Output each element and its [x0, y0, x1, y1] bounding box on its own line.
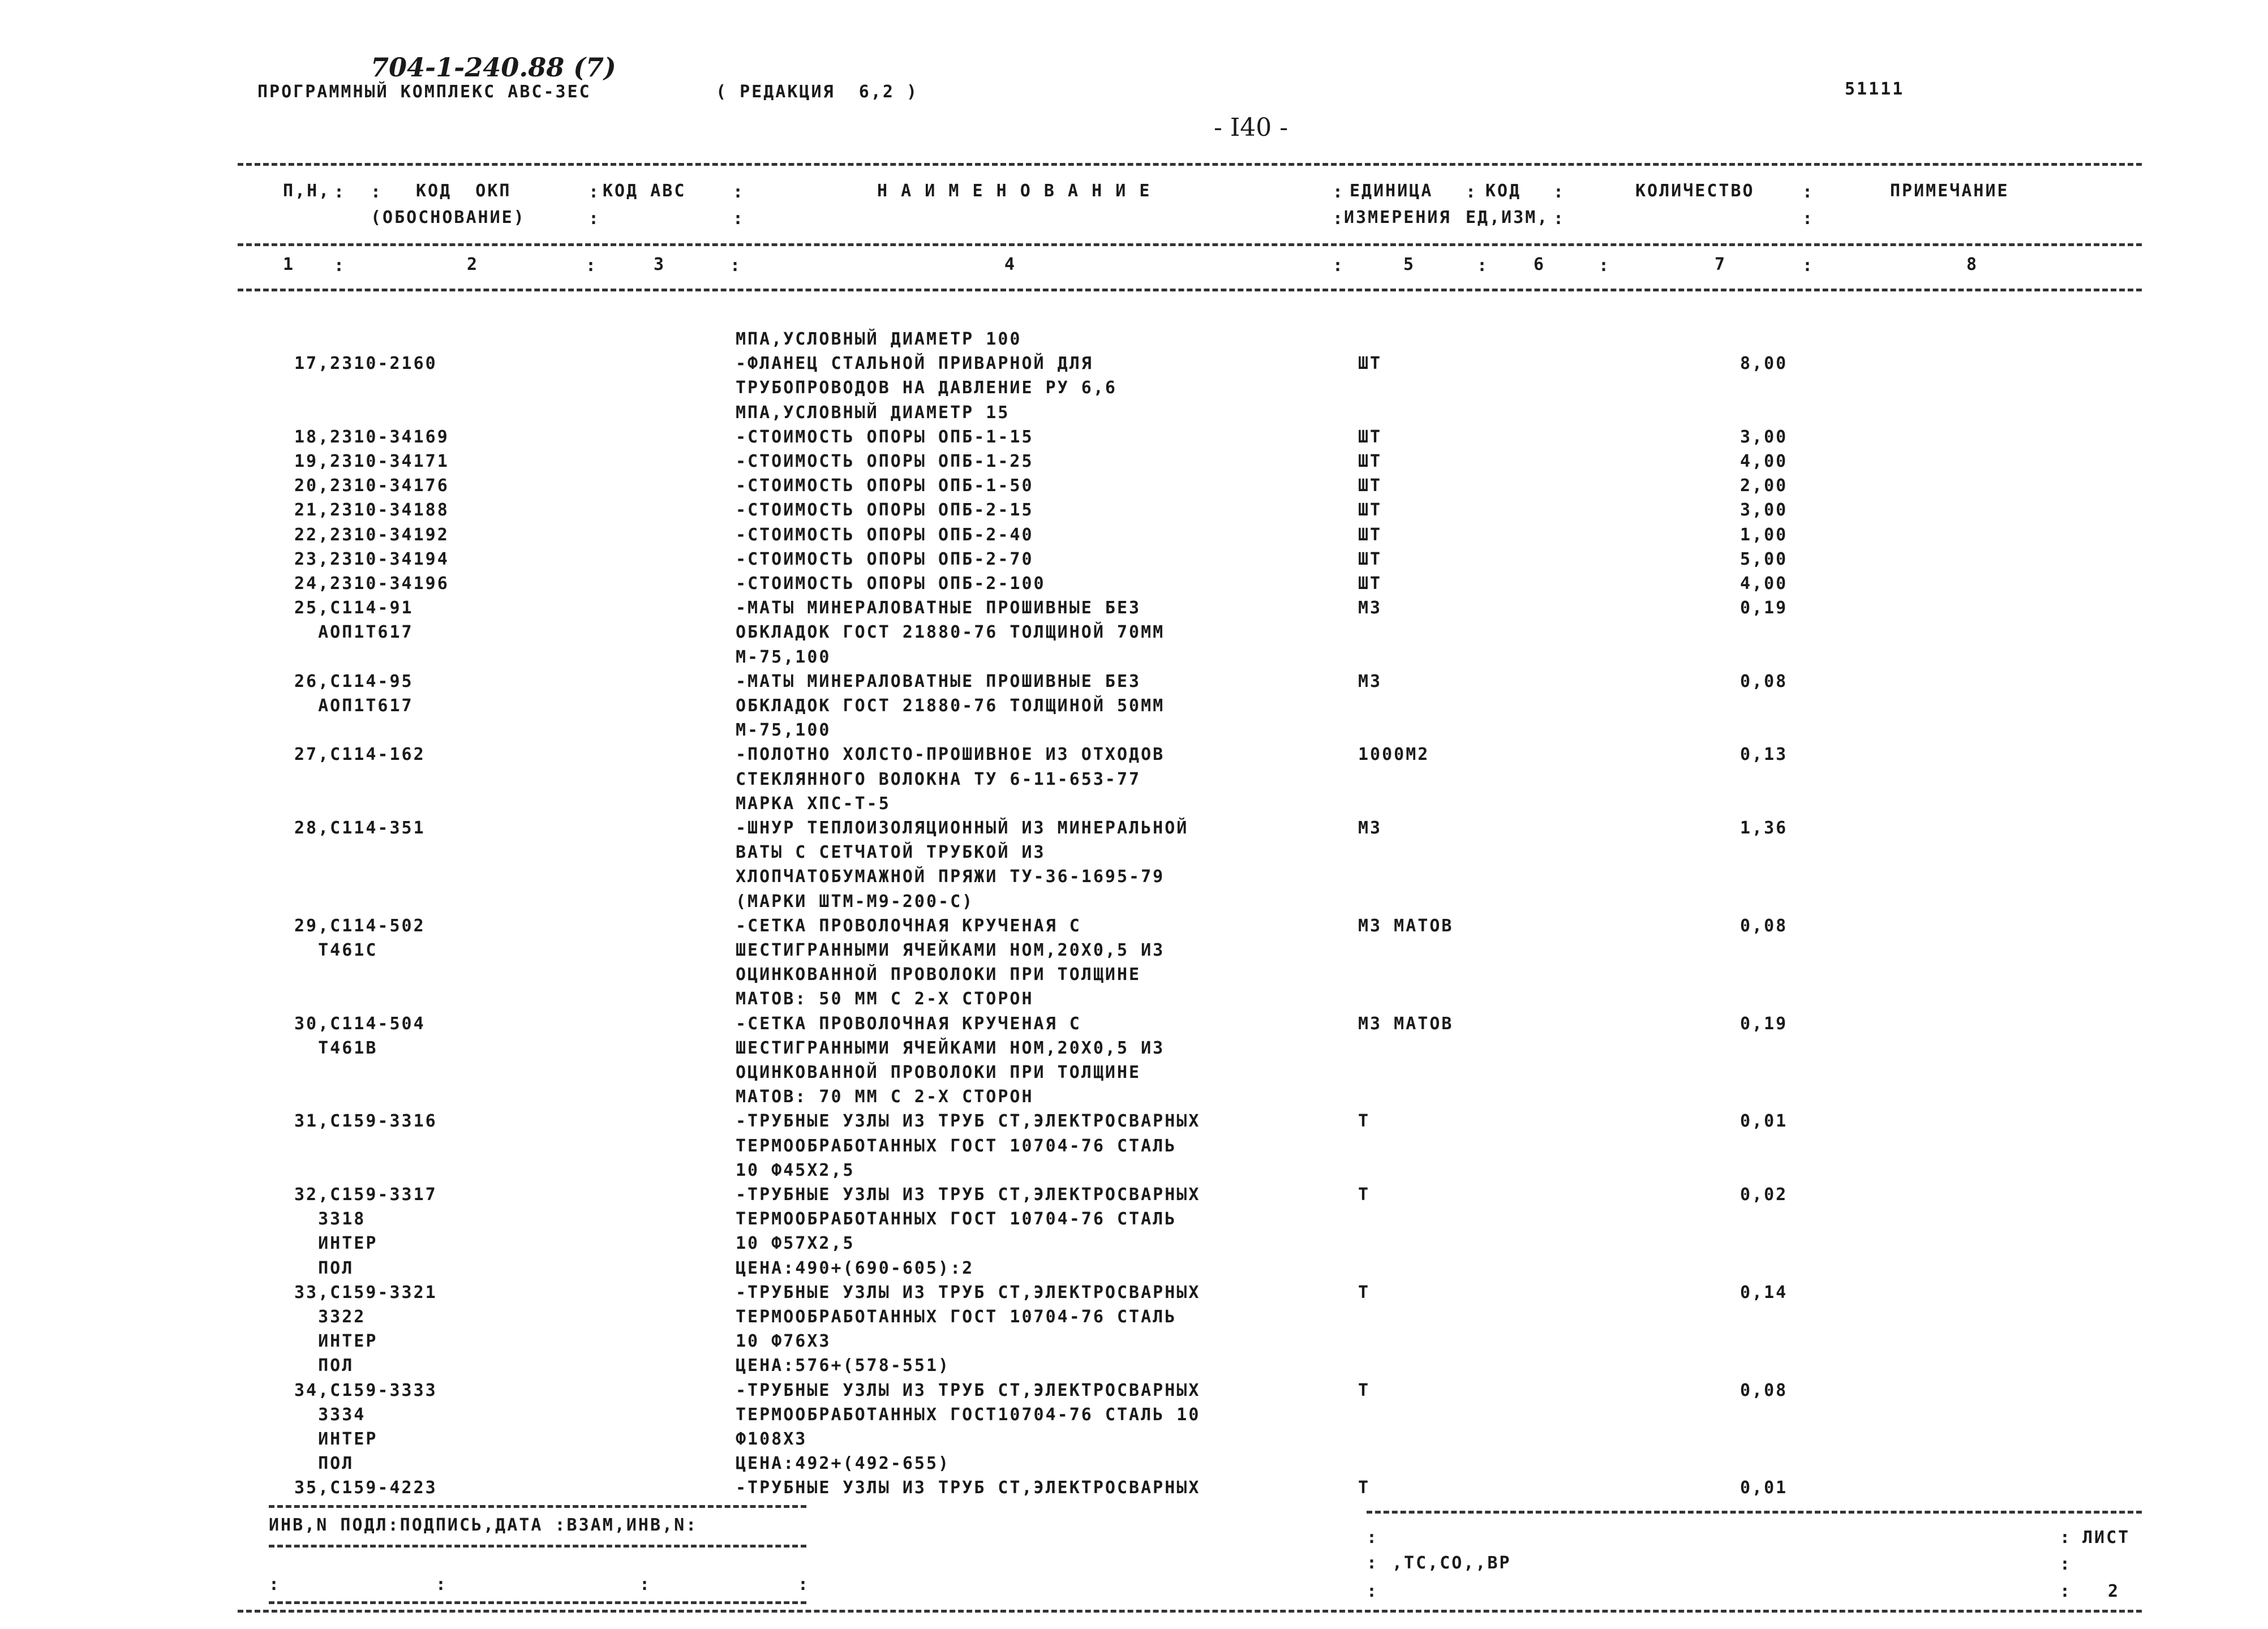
row-qty: 4,00 [1740, 574, 1788, 594]
row-name: -ФЛАНЕЦ СТАЛЬНОЙ ПРИВАРНОЙ ДЛЯ [736, 354, 1093, 374]
row-name: -ТРУБНЫЕ УЗЛЫ ИЗ ТРУБ СТ,ЭЛЕКТРОСВАРНЫХ [736, 1185, 1201, 1205]
row-code: 3334 [294, 1404, 366, 1425]
row-unit: Т [1358, 1111, 1371, 1132]
row-qty: 1,36 [1740, 818, 1788, 838]
row-name: МАТОВ: 70 ММ С 2-Х СТОРОН [736, 1087, 1034, 1107]
row-qty: 0,19 [1740, 1013, 1788, 1034]
row-code: 3318 [294, 1209, 366, 1230]
row-name: -ПОЛОТНО ХОЛСТО-ПРОШИВНОЕ ИЗ ОТХОДОВ [736, 745, 1165, 765]
row-qty: 0,19 [1740, 598, 1788, 618]
row-name: М-75,100 [736, 720, 831, 741]
row-code: АОП1Т617 [294, 696, 414, 716]
row-name: -МАТЫ МИНЕРАЛОВАТНЫЕ ПРОШИВНЫЕ БЕЗ [736, 671, 1141, 691]
col-header-pn: П,Н, [283, 181, 331, 201]
row-name: -СТОИМОСТЬ ОПОРЫ ОПБ-2-70 [736, 549, 1034, 569]
row-qty: 8,00 [1740, 354, 1788, 374]
row-name: ШЕСТИГРАННЫМИ ЯЧЕЙКАМИ НОМ,20Х0,5 ИЗ [736, 940, 1165, 960]
footer-left-header: ИНВ,N ПОДЛ:ПОДПИСЬ,ДАТА :ВЗАМ,ИНВ,N: [269, 1515, 698, 1535]
header-bottom [238, 289, 2142, 291]
col-header-note: ПРИМЕЧАНИЕ [1890, 181, 2009, 201]
row-unit: М3 [1358, 671, 1382, 691]
row-name: -СТОИМОСТЬ ОПОРЫ ОПБ-1-50 [736, 476, 1034, 496]
row-code: ИНТЕР [294, 1331, 378, 1352]
col-num-4: 4 [1004, 255, 1017, 274]
row-qty: 0,08 [1740, 1380, 1788, 1400]
col-num-8: 8 [1966, 255, 1979, 274]
row-unit: ШТ [1358, 452, 1382, 471]
row-code: 32,С159-3317 [294, 1185, 437, 1205]
row-unit: Т [1358, 1282, 1371, 1303]
row-unit: ШТ [1358, 500, 1382, 521]
row-name: ТЕРМООБРАБОТАННЫХ ГОСТ 10704-76 СТАЛЬ [736, 1136, 1177, 1156]
row-unit: ШТ [1358, 549, 1382, 569]
row-code: 20,2310-34176 [294, 476, 449, 496]
row-code: ИНТЕР [294, 1233, 378, 1254]
row-name: МАТОВ: 50 ММ С 2-Х СТОРОН [736, 989, 1034, 1009]
row-name: -ТРУБНЫЕ УЗЛЫ ИЗ ТРУБ СТ,ЭЛЕКТРОСВАРНЫХ [736, 1478, 1201, 1498]
row-name: ВАТЫ С СЕТЧАТОЙ ТРУБКОЙ ИЗ [736, 843, 1046, 863]
row-name: ТЕРМООБРАБОТАННЫХ ГОСТ 10704-76 СТАЛЬ [736, 1307, 1177, 1327]
row-name: МАРКА ХПС-Т-5 [736, 793, 891, 814]
row-unit: ШТ [1358, 427, 1382, 447]
row-qty: 1,00 [1740, 525, 1788, 545]
row-name: ОБКЛАДОК ГОСТ 21880-76 ТОЛЩИНОЙ 50ММ [736, 696, 1165, 716]
row-name: ОБКЛАДОК ГОСТ 21880-76 ТОЛЩИНОЙ 70ММ [736, 622, 1165, 643]
row-unit: ШТ [1358, 476, 1382, 496]
row-name: 10 Ф57Х2,5 [736, 1233, 855, 1254]
row-code: 31,С159-3316 [294, 1111, 437, 1132]
row-name: СТЕКЛЯННОГО ВОЛОКНА ТУ 6-11-653-77 [736, 769, 1141, 789]
col-header-unit: ЕДИНИЦА [1350, 181, 1433, 201]
row-code: 25,С114-91 [294, 598, 414, 618]
row-code: ПОЛ [294, 1454, 354, 1474]
footer-sheet-label: ЛИСТ [2082, 1528, 2130, 1548]
row-qty: 2,00 [1740, 476, 1788, 496]
col-num-6: 6 [1534, 255, 1546, 274]
row-qty: 0,13 [1740, 745, 1788, 765]
row-unit: М3 [1358, 818, 1382, 838]
row-code: 27,С114-162 [294, 745, 426, 765]
row-name: 10 Ф45Х2,5 [736, 1160, 855, 1180]
row-code: 23,2310-34194 [294, 549, 449, 569]
row-name: -СТОИМОСТЬ ОПОРЫ ОПБ-1-15 [736, 427, 1034, 447]
row-code: 22,2310-34192 [294, 525, 449, 545]
row-unit: М3 МАТОВ [1358, 1013, 1454, 1034]
page-number: - I40 - [1214, 113, 1288, 142]
row-unit: ШТ [1358, 354, 1382, 374]
row-code: ПОЛ [294, 1356, 354, 1376]
row-name: ОЦИНКОВАННОЙ ПРОВОЛОКИ ПРИ ТОЛЩИНЕ [736, 1063, 1141, 1082]
table-top-border [238, 163, 2142, 166]
row-qty: 0,02 [1740, 1185, 1788, 1205]
row-name: -СЕТКА ПРОВОЛОЧНАЯ КРУЧЕНАЯ С [736, 915, 1081, 936]
row-unit: М3 МАТОВ [1358, 915, 1454, 936]
handwritten-code: 704-1-240.88 (7) [371, 52, 616, 83]
row-unit: Т [1358, 1478, 1371, 1498]
row-name: ОЦИНКОВАННОЙ ПРОВОЛОКИ ПРИ ТОЛЩИНЕ [736, 965, 1141, 985]
row-name: -ТРУБНЫЕ УЗЛЫ ИЗ ТРУБ СТ,ЭЛЕКТРОСВАРНЫХ [736, 1282, 1201, 1303]
row-name: ТЕРМООБРАБОТАННЫХ ГОСТ 10704-76 СТАЛЬ [736, 1209, 1177, 1230]
row-unit: ШТ [1358, 574, 1382, 594]
row-code: АОП1Т617 [294, 622, 414, 643]
row-name: -ТРУБНЫЕ УЗЛЫ ИЗ ТРУБ СТ,ЭЛЕКТРОСВАРНЫХ [736, 1111, 1201, 1132]
row-code: 24,2310-34196 [294, 574, 449, 594]
col-header-okp-sub: (ОБОСНОВАНИЕ) [371, 208, 526, 227]
footer-mid-text: ,ТС,СО,,ВР [1392, 1553, 1511, 1573]
row-code: 26,С114-95 [294, 671, 414, 691]
col-header-okp: КОД ОКП [416, 181, 512, 201]
row-code: 21,2310-34188 [294, 500, 449, 521]
row-qty: 0,14 [1740, 1282, 1788, 1303]
row-name: ХЛОПЧАТОБУМАЖНОЙ ПРЯЖИ ТУ-36-1695-79 [736, 867, 1165, 887]
header-sep [238, 243, 2142, 246]
row-code: 28,С114-351 [294, 818, 426, 838]
row-name: ТРУБОПРОВОДОВ НА ДАВЛЕНИЕ РУ 6,6 [736, 378, 1117, 398]
program-name: ПРОГРАММНЫЙ КОМПЛЕКС АВС-3ЕС [257, 82, 591, 102]
col-header-name: Н А И М Е Н О В А Н И Е [877, 181, 1152, 201]
row-name: -СТОИМОСТЬ ОПОРЫ ОПБ-2-15 [736, 500, 1034, 521]
footer-sheet-no: 2 [2108, 1581, 2120, 1601]
row-name: -СТОИМОСТЬ ОПОРЫ ОПБ-1-25 [736, 452, 1034, 471]
row-name: -ШНУР ТЕПЛОИЗОЛЯЦИОННЫЙ ИЗ МИНЕРАЛЬНОЙ [736, 818, 1189, 838]
row-name: -СТОИМОСТЬ ОПОРЫ ОПБ-2-100 [736, 574, 1046, 594]
row-unit: 1000М2 [1358, 745, 1430, 765]
col-num-1: 1 [283, 255, 295, 274]
row-qty: 3,00 [1740, 500, 1788, 521]
row-name: ЦЕНА:490+(690-605):2 [736, 1258, 974, 1278]
row-code: 3322 [294, 1307, 366, 1327]
document-code: 51111 [1845, 79, 1905, 99]
row-name: М-75,100 [736, 647, 831, 667]
row-code: Т461В [294, 1038, 378, 1058]
col-header-abc: КОД АВС [603, 181, 686, 201]
row-qty: 0,08 [1740, 671, 1788, 691]
row-code: 34,С159-3333 [294, 1380, 437, 1400]
col-num-2: 2 [467, 255, 479, 274]
row-code: Т461С [294, 940, 378, 960]
col-header-kod: КОД [1485, 181, 1522, 201]
col-num-3: 3 [654, 255, 666, 274]
row-qty: 0,01 [1740, 1111, 1788, 1132]
row-qty: 3,00 [1740, 427, 1788, 447]
row-code: 18,2310-34169 [294, 427, 449, 447]
row-name: 10 Ф76Х3 [736, 1331, 831, 1352]
edition: ( РЕДАКЦИЯ 6,2 ) [716, 82, 919, 102]
row-unit: Т [1358, 1185, 1371, 1205]
row-unit: Т [1358, 1380, 1371, 1400]
row-unit: М3 [1358, 598, 1382, 618]
row-code: 17,2310-2160 [294, 354, 437, 374]
row-name: Ф108Х3 [736, 1429, 807, 1449]
col-num-7: 7 [1715, 255, 1727, 274]
col-header-kod-sub: ЕД,ИЗМ, [1466, 208, 1549, 227]
row-code: 19,2310-34171 [294, 452, 449, 471]
row-name: ЦЕНА:492+(492-655) [736, 1454, 951, 1474]
row-qty: 0,08 [1740, 915, 1788, 936]
row-code: ИНТЕР [294, 1429, 378, 1449]
row-name: -ТРУБНЫЕ УЗЛЫ ИЗ ТРУБ СТ,ЭЛЕКТРОСВАРНЫХ [736, 1380, 1201, 1400]
row-qty: 4,00 [1740, 452, 1788, 471]
row-name: (МАРКИ ШТМ-М9-200-С) [736, 891, 974, 912]
col-header-qty: КОЛИЧЕСТВО [1635, 181, 1755, 201]
row-name: -СТОИМОСТЬ ОПОРЫ ОПБ-2-40 [736, 525, 1034, 545]
row-code: 29,С114-502 [294, 915, 426, 936]
row-name: ЦЕНА:576+(578-551) [736, 1356, 951, 1376]
row-name: -СЕТКА ПРОВОЛОЧНАЯ КРУЧЕНАЯ С [736, 1013, 1081, 1034]
row-code: 35,С159-4223 [294, 1478, 437, 1498]
row-unit: ШТ [1358, 525, 1382, 545]
row-name: МПА,УСЛОВНЫЙ ДИАМЕТР 15 [736, 402, 1010, 423]
row-qty: 5,00 [1740, 549, 1788, 569]
col-num-5: 5 [1403, 255, 1416, 274]
row-name: МПА,УСЛОВНЫЙ ДИАМЕТР 100 [736, 329, 1022, 349]
row-code: 30,С114-504 [294, 1013, 426, 1034]
row-name: ТЕРМООБРАБОТАННЫХ ГОСТ10704-76 СТАЛЬ 10 [736, 1404, 1201, 1425]
row-name: -МАТЫ МИНЕРАЛОВАТНЫЕ ПРОШИВНЫЕ БЕЗ [736, 598, 1141, 618]
row-code: 33,С159-3321 [294, 1282, 437, 1303]
row-name: ШЕСТИГРАННЫМИ ЯЧЕЙКАМИ НОМ,20Х0,5 ИЗ [736, 1038, 1165, 1058]
col-header-unit-sub: ИЗМЕРЕНИЯ [1344, 208, 1451, 227]
row-qty: 0,01 [1740, 1478, 1788, 1498]
row-code: ПОЛ [294, 1258, 354, 1278]
